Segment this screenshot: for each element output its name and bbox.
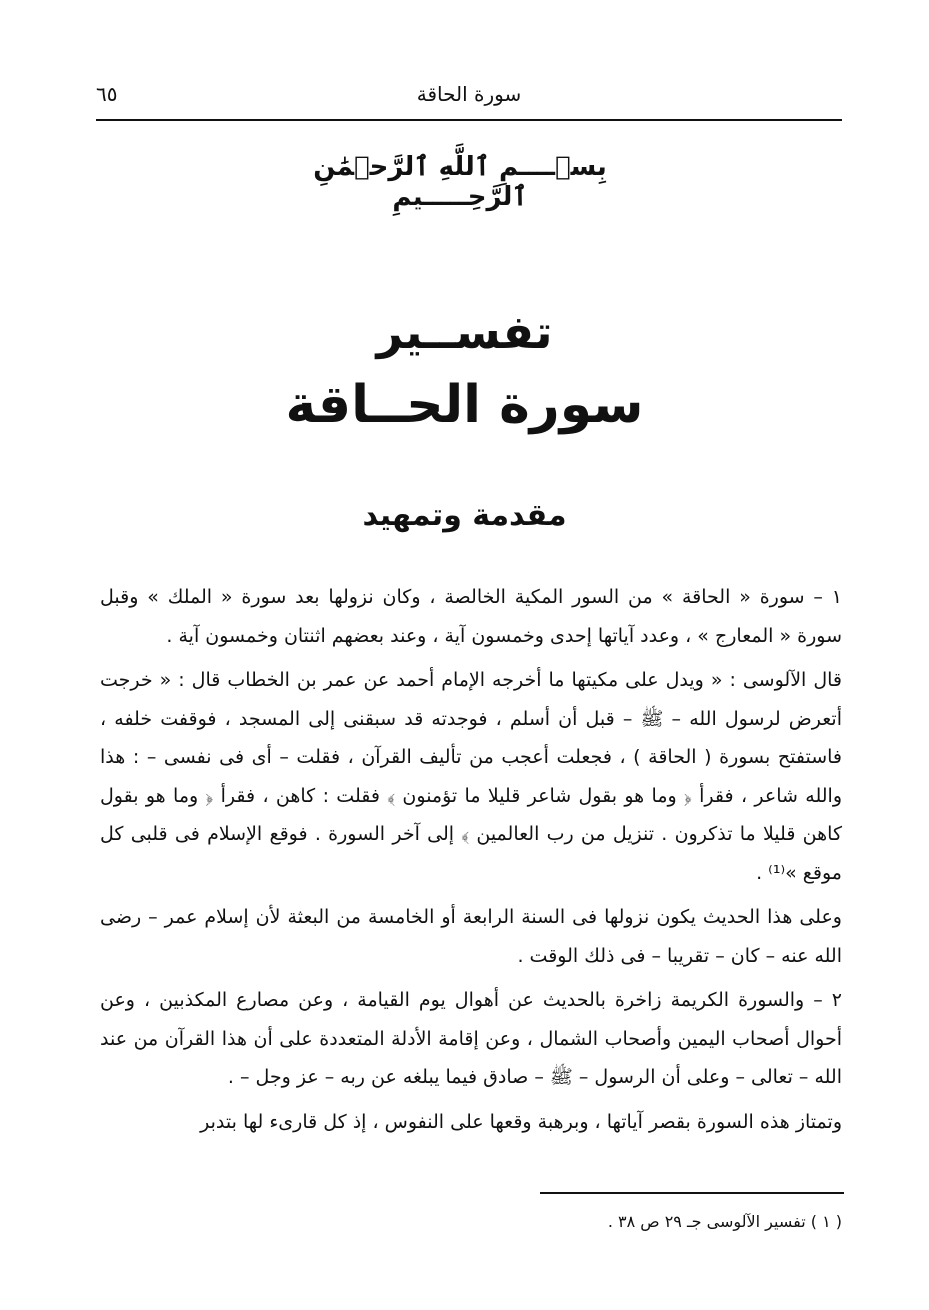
title-surah-name: سورة الحــاقة	[285, 375, 644, 435]
footnote: ( ١ ) تفسير الآلوسى جـ ٢٩ ص ٣٨ .	[607, 1212, 842, 1231]
header-rule	[96, 119, 842, 121]
paragraph-1: ١ – سورة « الحاقة » من السور المكية الخالصة ، وكان نزولها بعد سورة « الملك » وقبل سورة « المعارج » ، وعدد آياتها إحدى وخمسون آية ، وعند بعضهم اثنتان وخمسون آية .	[100, 586, 842, 647]
paragraph-2: قال الآلوسى : « ويدل على مكيتها ما أخرجه الإمام أحمد عن عمر بن الخطاب قال : « خرجت أتعرض لرسول الله – ﷺ – قبل أن أسلم ، فوجدته قد سبقنى إلى المسجد ، فوقفت خلفه ، فاستفتح بسورة ( الحاقة ) ، فجعلت أعجب من تأليف القرآن ، فقلت – أى فى نفسى – : هذا والله شاعر ، فقرأ ﴿ وما هو بقول شاعر قليلا ما تؤمنون ﴾ فقلت : كاهن ، فقرأ ﴿ وما هو بقول كاهن قليلا ما تذكرون . تنزيل من رب العالمين ﴾ إلى آخر السورة . فوقع الإسلام فى قلبى كل موقع »⁽¹⁾ .	[100, 669, 842, 884]
paragraph-5: وتمتاز هذه السورة بقصر آياتها ، وبرهبة وقعها على النفوس ، إذ كل قارىء لها بتدبر	[200, 1110, 842, 1133]
page-number: ٦٥	[96, 82, 118, 106]
title-tafsir: تفســير	[376, 305, 553, 359]
paragraph-4: ٢ – والسورة الكريمة زاخرة بالحديث عن أهوال يوم القيامة ، وعن مصارع المكذبين ، وعن أحوال أصحاب اليمين وأصحاب الشمال ، وعن إقامة الأدلة المتعددة على أن هذا القرآن من عند الله – تعالى – وعلى أن الرسول – ﷺ – صادق فيما يبلغه عن ربه – عز وجل – .	[100, 989, 842, 1088]
paragraph-3: وعلى هذا الحديث يكون نزولها فى السنة الرابعة أو الخامسة من البعثة لأن إسلام عمر – رضى الله عنه – كان – تقريبا – فى ذلك الوقت .	[100, 906, 842, 967]
footnote-rule	[540, 1192, 844, 1194]
running-title: سورة الحاقة	[416, 82, 522, 106]
running-header	[96, 82, 842, 112]
section-heading: مقدمة وتمهيد	[362, 498, 567, 533]
basmala: بِسۡــــمِ ٱللَّهِ ٱلرَّحۡمَٰنِ ٱلرَّحِـــــيمِ	[313, 152, 607, 212]
body-text	[100, 578, 842, 1147]
